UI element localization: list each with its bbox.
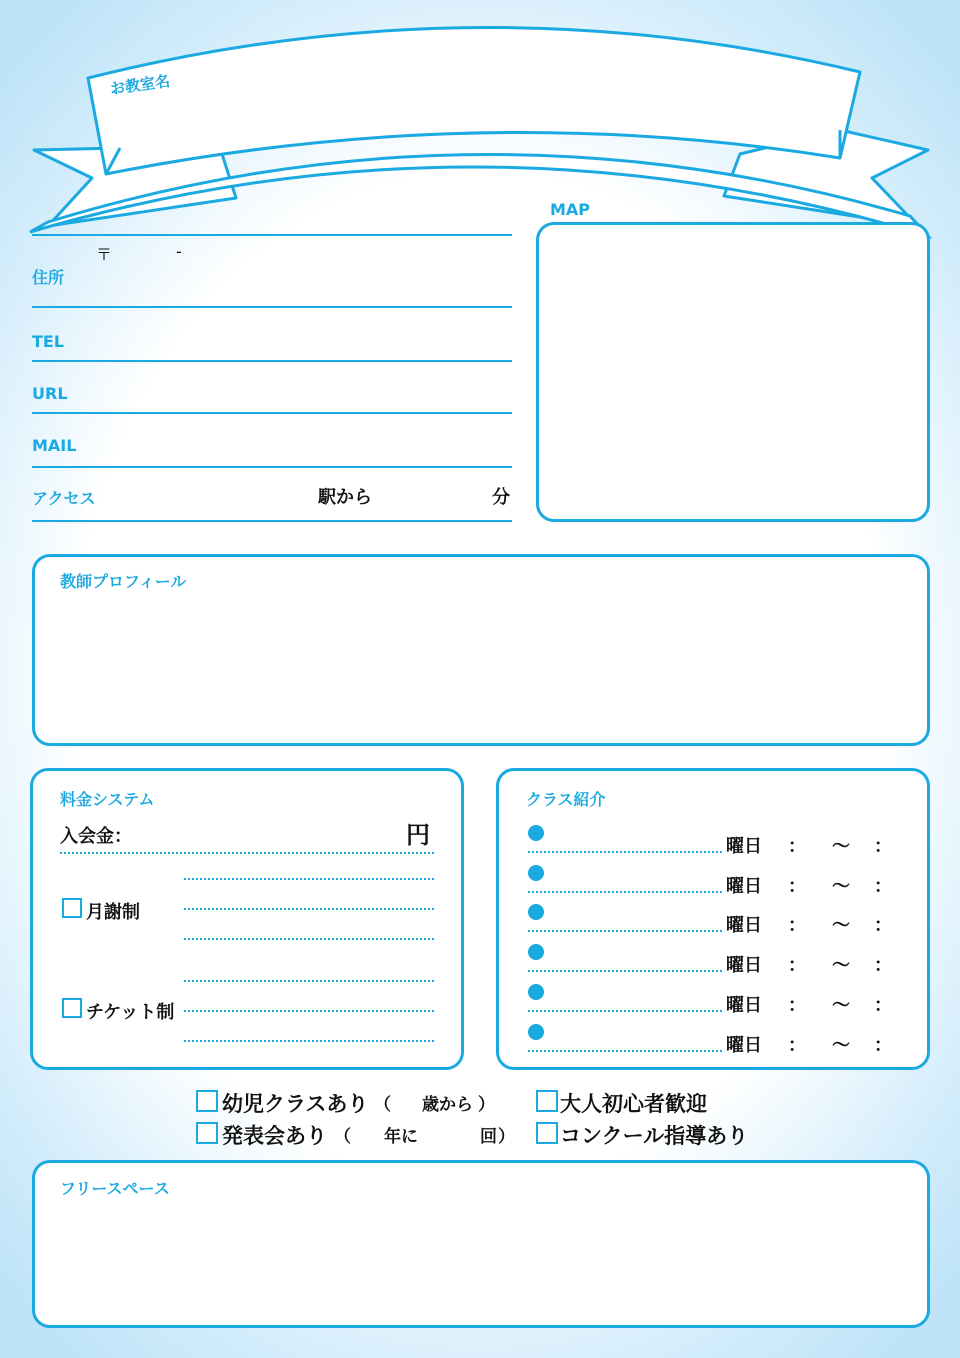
classes-label: クラス紹介 bbox=[526, 790, 606, 809]
mail-line bbox=[32, 466, 512, 468]
mail-label: MAIL bbox=[32, 436, 77, 455]
url-line bbox=[32, 412, 512, 414]
recital-open-paren: （ bbox=[334, 1127, 351, 1147]
ribbon-banner bbox=[0, 0, 960, 260]
class-tilde: 〜 bbox=[832, 915, 850, 936]
tel-label: TEL bbox=[32, 332, 65, 351]
entry-fee-dotline bbox=[60, 852, 434, 854]
bullet-icon bbox=[528, 984, 544, 1000]
class-colon-end: ： bbox=[874, 1035, 892, 1056]
class-colon-start: ： bbox=[788, 876, 806, 897]
class-dotline bbox=[528, 851, 722, 853]
monthly-dotline-2 bbox=[184, 908, 434, 910]
class-colon-start: ： bbox=[788, 836, 806, 857]
ticket-dotline-2 bbox=[184, 1010, 434, 1012]
bullet-icon bbox=[528, 904, 544, 920]
minutes-suffix: 分 bbox=[492, 487, 510, 508]
free-space-label: フリースペース bbox=[60, 1179, 170, 1198]
bullet-icon bbox=[528, 1024, 544, 1040]
class-colon-start: ： bbox=[788, 915, 806, 936]
competition-label: コンクール指導あり bbox=[560, 1124, 749, 1148]
class-colon-start: ： bbox=[788, 995, 806, 1016]
kids-age-label: 歳から bbox=[422, 1095, 473, 1115]
school-name-label: お教室名 bbox=[109, 71, 172, 99]
kids-class-checkbox[interactable] bbox=[196, 1090, 218, 1112]
monthly-dotline-3 bbox=[184, 938, 434, 940]
class-tilde: 〜 bbox=[832, 955, 850, 976]
bullet-icon bbox=[528, 865, 544, 881]
access-label: アクセス bbox=[32, 489, 96, 508]
station-suffix: 駅から bbox=[318, 487, 372, 508]
address-line bbox=[32, 306, 512, 308]
class-tilde: 〜 bbox=[832, 836, 850, 857]
class-day: 曜日 bbox=[726, 836, 762, 857]
class-dotline bbox=[528, 1010, 722, 1012]
address-label: 住所 bbox=[32, 268, 65, 287]
class-dotline bbox=[528, 930, 722, 932]
class-colon-start: ： bbox=[788, 955, 806, 976]
bullet-icon bbox=[528, 944, 544, 960]
class-day: 曜日 bbox=[726, 1035, 762, 1056]
url-label: URL bbox=[32, 384, 68, 403]
ticket-dotline-3 bbox=[184, 1040, 434, 1042]
monthly-dotline-1 bbox=[184, 878, 434, 880]
recital-label: 発表会あり bbox=[222, 1124, 327, 1148]
tel-line bbox=[32, 360, 512, 362]
recital-checkbox[interactable] bbox=[196, 1122, 218, 1144]
recital-year-label: 年に bbox=[384, 1127, 418, 1147]
adult-beginner-label: 大人初心者歓迎 bbox=[560, 1092, 707, 1116]
entry-fee-label: 入会金： bbox=[60, 826, 132, 847]
yen-label: 円 bbox=[406, 821, 430, 849]
bullet-icon bbox=[528, 825, 544, 841]
class-colon-end: ： bbox=[874, 876, 892, 897]
class-colon-end: ： bbox=[874, 836, 892, 857]
kids-class-label: 幼児クラスあり bbox=[222, 1092, 369, 1116]
class-dotline bbox=[528, 1050, 722, 1052]
class-colon-end: ： bbox=[874, 915, 892, 936]
class-dotline bbox=[528, 970, 722, 972]
fees-label: 料金システム bbox=[60, 790, 155, 809]
class-tilde: 〜 bbox=[832, 995, 850, 1016]
class-day: 曜日 bbox=[726, 995, 762, 1016]
class-colon-start: ： bbox=[788, 1035, 806, 1056]
ticket-dotline-1 bbox=[184, 980, 434, 982]
kids-close-paren: ） bbox=[478, 1095, 495, 1115]
ticket-checkbox[interactable] bbox=[62, 998, 82, 1018]
class-day: 曜日 bbox=[726, 876, 762, 897]
ticket-label: チケット制 bbox=[86, 1002, 175, 1023]
access-line bbox=[32, 520, 512, 522]
class-colon-end: ： bbox=[874, 955, 892, 976]
kids-open-paren: （ bbox=[374, 1095, 391, 1115]
recital-times-label: 回 bbox=[480, 1127, 497, 1147]
class-tilde: 〜 bbox=[832, 1035, 850, 1056]
postal-mark: 〒 bbox=[96, 245, 113, 264]
class-dotline bbox=[528, 891, 722, 893]
map-label: MAP bbox=[550, 200, 591, 219]
monthly-label: 月謝制 bbox=[86, 902, 140, 923]
postal-dash: - bbox=[176, 242, 182, 261]
competition-checkbox[interactable] bbox=[536, 1122, 558, 1144]
class-tilde: 〜 bbox=[832, 876, 850, 897]
classes-box bbox=[496, 768, 930, 1070]
class-colon-end: ： bbox=[874, 995, 892, 1016]
profile-label: 教師プロフィール bbox=[60, 572, 187, 591]
class-day: 曜日 bbox=[726, 955, 762, 976]
monthly-checkbox[interactable] bbox=[62, 898, 82, 918]
map-box bbox=[536, 222, 930, 522]
postal-line bbox=[32, 234, 512, 236]
recital-close-paren: ） bbox=[498, 1127, 515, 1147]
class-day: 曜日 bbox=[726, 915, 762, 936]
adult-beginner-checkbox[interactable] bbox=[536, 1090, 558, 1112]
